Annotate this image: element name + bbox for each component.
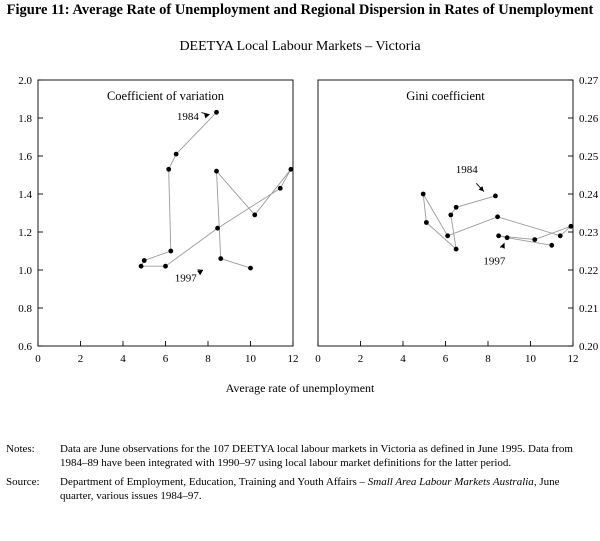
data-point xyxy=(218,256,223,261)
unemployment-dispersion-chart xyxy=(0,62,600,422)
y-tick-label: 1.6 xyxy=(18,151,32,163)
x-tick-label: 4 xyxy=(120,353,126,365)
data-point xyxy=(454,205,459,210)
figure-title: Figure 11: Average Rate of Unemployment and Regional Dispersion in Rates of Unemployment xyxy=(6,2,594,18)
series-path xyxy=(141,112,291,268)
y-tick-label: 0.8 xyxy=(18,303,32,315)
x-tick-label: 12 xyxy=(567,353,579,365)
x-tick-label: 0 xyxy=(35,353,41,365)
x-tick-label: 4 xyxy=(400,353,406,365)
notes-label: Notes: xyxy=(6,443,35,455)
data-point xyxy=(278,186,283,191)
panel-title: Coefficient of variation xyxy=(106,89,225,103)
annotation-label: 1984 xyxy=(176,110,199,123)
source-text-part2: , June quarter, various issues 1984–97. xyxy=(60,476,560,502)
y-tick-label: 0.23 xyxy=(579,227,599,239)
data-point xyxy=(163,264,168,269)
x-tick-label: 6 xyxy=(162,353,169,365)
notes-row xyxy=(6,443,594,470)
data-point xyxy=(421,192,426,197)
data-point xyxy=(495,214,500,219)
data-point xyxy=(214,110,219,115)
panel-left xyxy=(18,75,298,365)
y-tick-label: 2.0 xyxy=(18,75,32,87)
y-tick-label: 1.8 xyxy=(18,113,32,125)
y-tick-label: 0.25 xyxy=(579,151,599,163)
annotation-arrow-line xyxy=(197,270,202,271)
y-tick-label: 0.26 xyxy=(579,113,599,125)
data-point xyxy=(454,247,459,252)
source-label: Source: xyxy=(6,476,40,489)
annotation-label: 1984 xyxy=(455,164,478,177)
source-text-part1: Department of Employment, Education, Training and Youth Affairs – xyxy=(60,476,368,489)
data-point xyxy=(142,258,147,263)
data-point xyxy=(168,249,173,254)
figure-subtitle: DEETYA Local Labour Markets – Victoria xyxy=(179,39,421,54)
y-tick-label: 0.22 xyxy=(579,265,599,277)
x-tick-label: 6 xyxy=(442,353,449,365)
plot-frame xyxy=(318,80,573,346)
x-tick-label: 0 xyxy=(315,353,321,365)
x-tick-label: 12 xyxy=(287,353,299,365)
x-axis-label: Average rate of unemployment xyxy=(225,381,375,395)
data-point xyxy=(139,264,144,269)
data-point xyxy=(424,220,429,225)
source-publication-title: Small Area Labour Markets Australia xyxy=(367,476,534,489)
chart-area xyxy=(0,62,600,422)
data-point xyxy=(214,169,219,174)
y-tick-label: 1.0 xyxy=(18,265,32,277)
y-tick-label: 1.4 xyxy=(18,189,32,201)
x-tick-label: 8 xyxy=(205,353,211,365)
source-text xyxy=(60,476,594,503)
panel-right xyxy=(315,75,599,365)
data-point xyxy=(532,237,537,242)
annotation-arrow-head xyxy=(197,270,203,275)
data-point xyxy=(493,194,498,199)
data-point xyxy=(505,235,510,240)
data-point xyxy=(448,213,453,218)
y-tick-label: 0.27 xyxy=(579,75,599,87)
data-point xyxy=(496,233,501,238)
data-point xyxy=(252,213,257,218)
data-point xyxy=(445,233,450,238)
y-tick-label: 0.24 xyxy=(579,189,599,201)
y-tick-label: 0.21 xyxy=(579,303,599,315)
panel-title: Gini coefficient xyxy=(406,89,485,103)
notes-block xyxy=(6,443,594,509)
y-tick-label: 0.20 xyxy=(579,341,599,353)
annotation-label: 1997 xyxy=(483,255,506,268)
data-point xyxy=(549,243,554,248)
y-tick-label: 0.6 xyxy=(18,341,32,353)
y-tick-label: 1.2 xyxy=(18,227,32,239)
annotation-label: 1997 xyxy=(174,272,197,285)
x-tick-label: 10 xyxy=(525,353,536,365)
data-point xyxy=(215,226,220,231)
data-point xyxy=(166,167,171,172)
notes-text: Data are June observations for the 107 DEETYA local labour markets in Victoria as defined in June 1995. Data from 1984–89 have been integrated with 1990–97 using local labour market definitions for the latter period. xyxy=(60,443,573,469)
x-tick-label: 2 xyxy=(357,353,364,365)
data-point xyxy=(248,266,253,271)
data-point xyxy=(288,167,293,172)
data-point xyxy=(568,224,573,229)
series-path xyxy=(423,194,571,249)
x-tick-label: 2 xyxy=(77,353,84,365)
x-tick-label: 8 xyxy=(485,353,491,365)
source-row xyxy=(6,476,594,503)
data-point xyxy=(558,233,563,238)
x-tick-label: 10 xyxy=(245,353,256,365)
data-point xyxy=(174,152,179,157)
